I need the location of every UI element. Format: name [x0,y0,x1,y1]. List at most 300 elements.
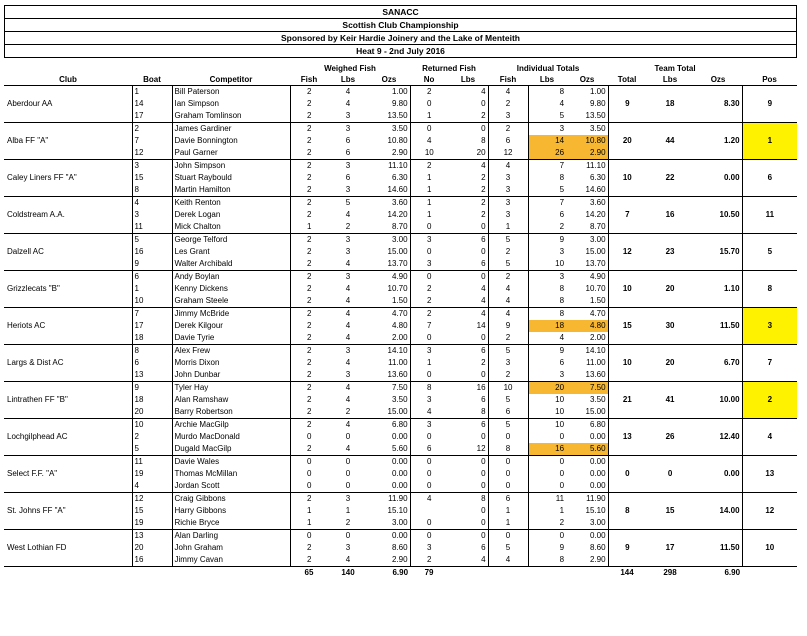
weighed-fish: 0 [290,530,328,543]
position: 13 [742,456,797,493]
individual-lbs: 8 [559,173,565,182]
weighed-lbs: 4 [345,444,351,453]
boat-number: 5 [132,234,172,247]
competitor-name: Andy Boylan [172,271,290,284]
returned-lbs: 0 [448,369,488,382]
competitor-row [4,382,797,395]
returned-fish-header: Returned Fish [422,64,476,73]
weighed-lbs: 3 [328,234,368,247]
competitor-name: Les Grant [172,246,290,258]
individual-lbs: 8 [559,284,565,293]
individual-lbs: 3 [559,370,565,379]
individual-lbs: 9 [559,543,565,552]
group-header-row [4,63,797,74]
boat-number: 5 [132,443,172,456]
boat-number: 7 [132,135,172,147]
individual-fish: 4 [488,308,528,321]
returned-lbs: 6 [448,542,488,554]
returned-lbs: 2 [448,172,488,184]
total-weighed-lbs: 140 [328,567,368,580]
weighed-fish: 2 [307,444,312,453]
competitor-name: Walter Archibald [172,258,290,271]
boat-number: 15 [132,505,172,517]
competitor-name: George Telford [172,234,290,247]
individual-fish: 3 [488,184,528,197]
weighed-lbs: 0 [345,481,351,490]
boat-number: 8 [132,184,172,197]
boat-number: 13 [132,369,172,382]
weighed-lbs: 4 [328,308,368,321]
boat-number: 20 [132,542,172,554]
weighed-lbs: 0 [345,469,351,478]
individual-fish: 1 [488,517,528,530]
returned-lbs: 4 [448,86,488,99]
weighed-fish: 2 [290,419,328,432]
weighed-lbs: 4 [328,86,368,99]
individual-fish: 6 [488,135,528,147]
returned-no: 0 [427,469,432,478]
returned-lbs: 0 [448,98,488,110]
results-body [4,86,797,567]
boat-number: 17 [132,320,172,332]
team-total-lbs: 44 [646,123,694,160]
competitor-name: John Dunbar [172,369,290,382]
individual-ozs: 3.50 [566,394,608,406]
weighed-fish: 0 [307,469,312,478]
club-name: Grizzlecats "B" [4,271,132,308]
weighed-ozs: 8.70 [368,221,410,234]
position: 4 [742,419,797,456]
competitor-row [4,86,797,99]
boat-number: 17 [132,110,172,123]
column-header-row [4,74,797,86]
individual-ozs: 8.70 [566,221,608,234]
boat-number: 15 [132,172,172,184]
col-returned-lbs: Lbs [460,75,476,84]
individual-lbs: 7 [528,197,566,210]
individual-fish: 10 [488,382,528,395]
weighed-ozs: 11.00 [368,357,410,369]
individual-fish: 4 [488,86,528,99]
individual-fish: 6 [488,406,528,419]
position: 2 [742,382,797,419]
returned-no: 0 [427,370,432,379]
returned-no: 3 [410,419,448,432]
returned-lbs: 12 [448,443,488,456]
individual-ozs: 5.60 [566,443,608,456]
individual-lbs: 3 [528,123,566,136]
individual-lbs: 8 [528,86,566,99]
weighed-fish: 2 [307,407,312,416]
weighed-ozs: 1.00 [368,86,410,99]
returned-no: 1 [427,358,432,367]
individual-fish: 0 [488,530,528,543]
individual-lbs: 8 [559,296,565,305]
individual-fish: 5 [488,542,528,554]
returned-no: 2 [410,308,448,321]
returned-lbs: 14 [448,320,488,332]
club-name: Aberdour AA [4,86,132,123]
heat-line: Heat 9 - 2nd July 2016 [5,44,796,57]
individual-fish: 4 [488,554,528,567]
boat-number: 7 [132,308,172,321]
competitor-name: Alan Darling [172,530,290,543]
individual-ozs: 15.00 [566,406,608,419]
weighed-lbs: 3 [345,247,351,256]
individual-fish: 5 [488,394,528,406]
team-total-ozs: 0.00 [694,456,742,493]
individual-fish: 2 [488,271,528,284]
individual-ozs: 2.00 [566,332,608,345]
weighed-lbs: 3 [345,185,351,194]
weighed-ozs: 4.90 [368,271,410,284]
col-ozs: Ozs [381,75,397,84]
individual-lbs: 8 [559,555,565,564]
team-total-ozs: 11.50 [694,308,742,345]
team-total-lbs: 17 [646,530,694,567]
competitor-name: Jimmy McBride [172,308,290,321]
competitor-name: Bill Paterson [172,86,290,99]
individual-fish: 3 [488,172,528,184]
club-name: Coldstream A.A. [4,197,132,234]
total-weighed-ozs: 6.90 [368,567,410,580]
club-name: Lochgilphead AC [4,419,132,456]
team-total-fish: 21 [608,382,646,419]
weighed-ozs: 14.20 [368,209,410,221]
weighed-fish: 0 [290,456,328,469]
returned-no: 3 [427,543,432,552]
individual-fish: 5 [488,345,528,358]
weighed-lbs: 2 [345,222,351,231]
competitor-name: Davie Tyrie [172,332,290,345]
weighed-ozs: 0.00 [368,530,410,543]
weighed-fish: 2 [307,370,312,379]
returned-no: 0 [427,222,432,231]
col-team-ozs: Ozs [710,75,726,84]
weighed-fish: 2 [307,259,312,268]
returned-no: 1 [427,173,432,182]
col-competitor: Competitor [209,75,253,84]
competitor-row [4,456,797,469]
weighed-lbs: 3 [345,370,351,379]
team-total-lbs: 15 [646,493,694,530]
competitor-name: Mick Chalton [172,221,290,234]
weighed-ozs: 2.90 [368,147,410,160]
returned-no: 7 [427,321,432,330]
individual-lbs: 10 [555,395,565,404]
weighed-lbs: 6 [345,136,351,145]
competitor-row [4,271,797,284]
individual-lbs: 0 [528,530,566,543]
competitor-name: Harry Gibbons [172,505,290,517]
returned-lbs: 6 [448,258,488,271]
weighed-ozs: 0.00 [368,468,410,480]
club-name: Largs & Dist AC [4,345,132,382]
returned-no [410,505,448,517]
returned-lbs: 6 [448,234,488,247]
weighed-lbs: 5 [328,197,368,210]
weighed-ozs: 13.60 [368,369,410,382]
weighed-ozs: 15.00 [368,246,410,258]
weighed-lbs: 4 [345,99,351,108]
competitor-name: Kenny Dickens [172,283,290,295]
weighed-lbs: 0 [328,456,368,469]
individual-ozs: 15.00 [566,246,608,258]
team-total-lbs: 30 [646,308,694,345]
weighed-ozs: 3.00 [368,234,410,247]
individual-fish: 2 [488,369,528,382]
individual-lbs: 10 [555,407,565,416]
competitor-name: Graham Steele [172,295,290,308]
weighed-ozs: 11.90 [368,493,410,506]
individual-fish: 5 [488,258,528,271]
total-team-lbs: 298 [646,567,694,580]
weighed-lbs: 4 [345,284,351,293]
position: 8 [742,271,797,308]
competitor-name: Alan Ramshaw [172,394,290,406]
team-total-fish: 8 [608,493,646,530]
boat-number: 9 [132,382,172,395]
returned-lbs: 8 [448,135,488,147]
competitor-name: Derek Logan [172,209,290,221]
weighed-fish: 2 [307,395,312,404]
weighed-fish: 2 [307,136,312,145]
boat-number: 16 [132,554,172,567]
individual-ozs: 4.80 [566,320,608,332]
team-total-lbs: 41 [646,382,694,419]
individual-ozs: 3.00 [566,234,608,247]
individual-ozs: 11.10 [566,160,608,173]
team-total-ozs: 6.70 [694,345,742,382]
weighed-fish: 2 [307,333,312,342]
competitor-row [4,493,797,506]
individual-ozs: 13.60 [566,369,608,382]
individual-lbs: 5 [559,185,565,194]
weighed-lbs: 3 [345,543,351,552]
individual-lbs: 7 [528,160,566,173]
weighed-ozs: 11.10 [368,160,410,173]
returned-no: 2 [410,86,448,99]
individual-lbs: 10 [528,419,566,432]
returned-lbs: 0 [448,468,488,480]
boat-number: 20 [132,406,172,419]
weighed-ozs: 0.00 [368,480,410,493]
returned-lbs: 6 [448,394,488,406]
returned-no: 0 [410,123,448,136]
col-ind-fish: Fish [499,75,517,84]
individual-fish: 0 [488,480,528,493]
individual-ozs: 2.90 [566,554,608,567]
weighed-ozs: 3.00 [368,517,410,530]
returned-no: 4 [427,136,432,145]
competitor-name: Archie MacGilp [172,419,290,432]
returned-lbs: 0 [448,480,488,493]
individual-ozs: 13.70 [566,258,608,271]
boat-number: 11 [132,221,172,234]
returned-no: 2 [427,296,432,305]
individual-fish: 12 [488,147,528,160]
returned-lbs: 0 [448,431,488,443]
individual-fish: 2 [488,123,528,136]
individual-lbs: 3 [559,247,565,256]
team-total-ozs: 1.10 [694,271,742,308]
weighed-fish: 2 [307,210,312,219]
individual-totals-header: Individual Totals [516,64,580,73]
weighed-fish: 2 [307,99,312,108]
weighed-fish: 2 [307,296,312,305]
individual-lbs: 18 [528,320,566,332]
returned-no: 0 [410,456,448,469]
weighed-fish: 2 [290,123,328,136]
weighed-ozs: 10.70 [368,283,410,295]
weighed-fish: 2 [290,271,328,284]
individual-lbs: 20 [528,382,566,395]
returned-no: 4 [427,407,432,416]
weighed-ozs: 5.60 [368,443,410,456]
individual-ozs: 14.20 [566,209,608,221]
position: 1 [742,123,797,160]
boat-number: 12 [132,147,172,160]
returned-lbs: 0 [448,505,488,517]
individual-ozs: 14.10 [566,345,608,358]
weighed-fish: 1 [307,518,312,527]
returned-no: 10 [424,148,434,157]
weighed-lbs: 3 [328,493,368,506]
competitor-name: Richie Bryce [172,517,290,530]
boat-number: 2 [132,123,172,136]
individual-ozs: 7.50 [566,382,608,395]
returned-lbs: 0 [448,332,488,345]
position: 5 [742,234,797,271]
weighed-lbs: 4 [345,555,351,564]
individual-ozs: 0.00 [566,431,608,443]
team-total-ozs: 15.70 [694,234,742,271]
weighed-fish: 2 [307,185,312,194]
weighed-fish: 2 [290,382,328,395]
individual-fish: 4 [488,160,528,173]
weighed-ozs: 14.60 [368,184,410,197]
team-total-ozs: 12.40 [694,419,742,456]
returned-no: 2 [410,160,448,173]
col-pos: Pos [762,75,777,84]
competitor-name: Tyler Hay [172,382,290,395]
weighed-ozs: 0.00 [368,431,410,443]
col-fish: Fish [300,75,318,84]
returned-no: 0 [427,247,432,256]
returned-no: 4 [410,493,448,506]
col-lbs: Lbs [340,75,356,84]
individual-lbs: 9 [528,345,566,358]
individual-ozs: 0.00 [566,456,608,469]
col-club: Club [59,75,77,84]
individual-lbs: 11 [528,493,566,506]
weighed-ozs: 10.80 [368,135,410,147]
total-returned-no: 79 [410,567,448,580]
individual-lbs: 10 [555,259,565,268]
individual-fish: 0 [488,456,528,469]
individual-ozs: 9.80 [566,98,608,110]
competitor-name: Barry Robertson [172,406,290,419]
club-name: Heriots AC [4,308,132,345]
col-ind-lbs: Lbs [539,75,555,84]
competitor-name: Murdo MacDonald [172,431,290,443]
weighed-lbs: 4 [345,210,351,219]
club-name: Alba FF "A" [4,123,132,160]
individual-fish: 8 [488,443,528,456]
weighed-fish: 2 [290,197,328,210]
returned-no: 2 [427,555,432,564]
individual-ozs: 15.10 [566,505,608,517]
returned-no: 1 [410,197,448,210]
position: 9 [742,86,797,123]
returned-lbs: 2 [448,357,488,369]
competitor-name: John Simpson [172,160,290,173]
team-total-lbs: 18 [646,86,694,123]
individual-fish: 1 [488,221,528,234]
competitor-name: Martin Hamilton [172,184,290,197]
individual-ozs: 0.00 [566,480,608,493]
boat-number: 19 [132,468,172,480]
team-total-ozs: 14.00 [694,493,742,530]
weighed-fish: 2 [290,345,328,358]
team-total-lbs: 23 [646,234,694,271]
competitor-name: Derek Kilgour [172,320,290,332]
team-total-ozs: 10.00 [694,382,742,419]
individual-ozs: 6.80 [566,419,608,432]
returned-no: 3 [410,345,448,358]
team-total-lbs: 26 [646,419,694,456]
competitor-name: Keith Renton [172,197,290,210]
sponsor-line: Sponsored by Keir Hardie Joinery and the Lake of Menteith [5,31,796,44]
total-weighed-fish: 65 [290,567,328,580]
boat-number: 18 [132,332,172,345]
weighed-lbs: 4 [345,321,351,330]
individual-lbs: 2 [559,222,565,231]
returned-no: 0 [427,518,432,527]
individual-lbs: 0 [559,469,565,478]
individual-lbs: 5 [559,111,565,120]
team-total-header: Team Total [654,64,696,73]
individual-ozs: 13.50 [566,110,608,123]
team-total-fish: 10 [608,160,646,197]
returned-lbs: 0 [448,530,488,543]
team-total-fish: 12 [608,234,646,271]
weighed-lbs: 2 [345,407,351,416]
individual-fish: 2 [488,98,528,110]
returned-lbs: 2 [448,197,488,210]
returned-lbs: 8 [448,406,488,419]
returned-no: 1 [427,111,432,120]
individual-fish: 4 [488,283,528,295]
boat-number: 13 [132,530,172,543]
team-total-lbs: 0 [646,456,694,493]
competitor-name: Graham Tomlinson [172,110,290,123]
individual-fish: 3 [488,110,528,123]
club-name: Lintrathen FF "B" [4,382,132,419]
weighed-lbs: 0 [328,530,368,543]
weighed-lbs: 4 [345,333,351,342]
col-returned-no: No [423,75,435,84]
boat-number: 4 [132,480,172,493]
weighed-fish: 2 [307,284,312,293]
weighed-fish-header: Weighed Fish [324,64,376,73]
club-name: Select F.F. "A" [4,456,132,493]
individual-fish: 3 [488,197,528,210]
individual-fish: 2 [488,246,528,258]
competitor-name: Thomas McMillan [172,468,290,480]
boat-number: 10 [132,295,172,308]
weighed-ozs: 1.50 [368,295,410,308]
